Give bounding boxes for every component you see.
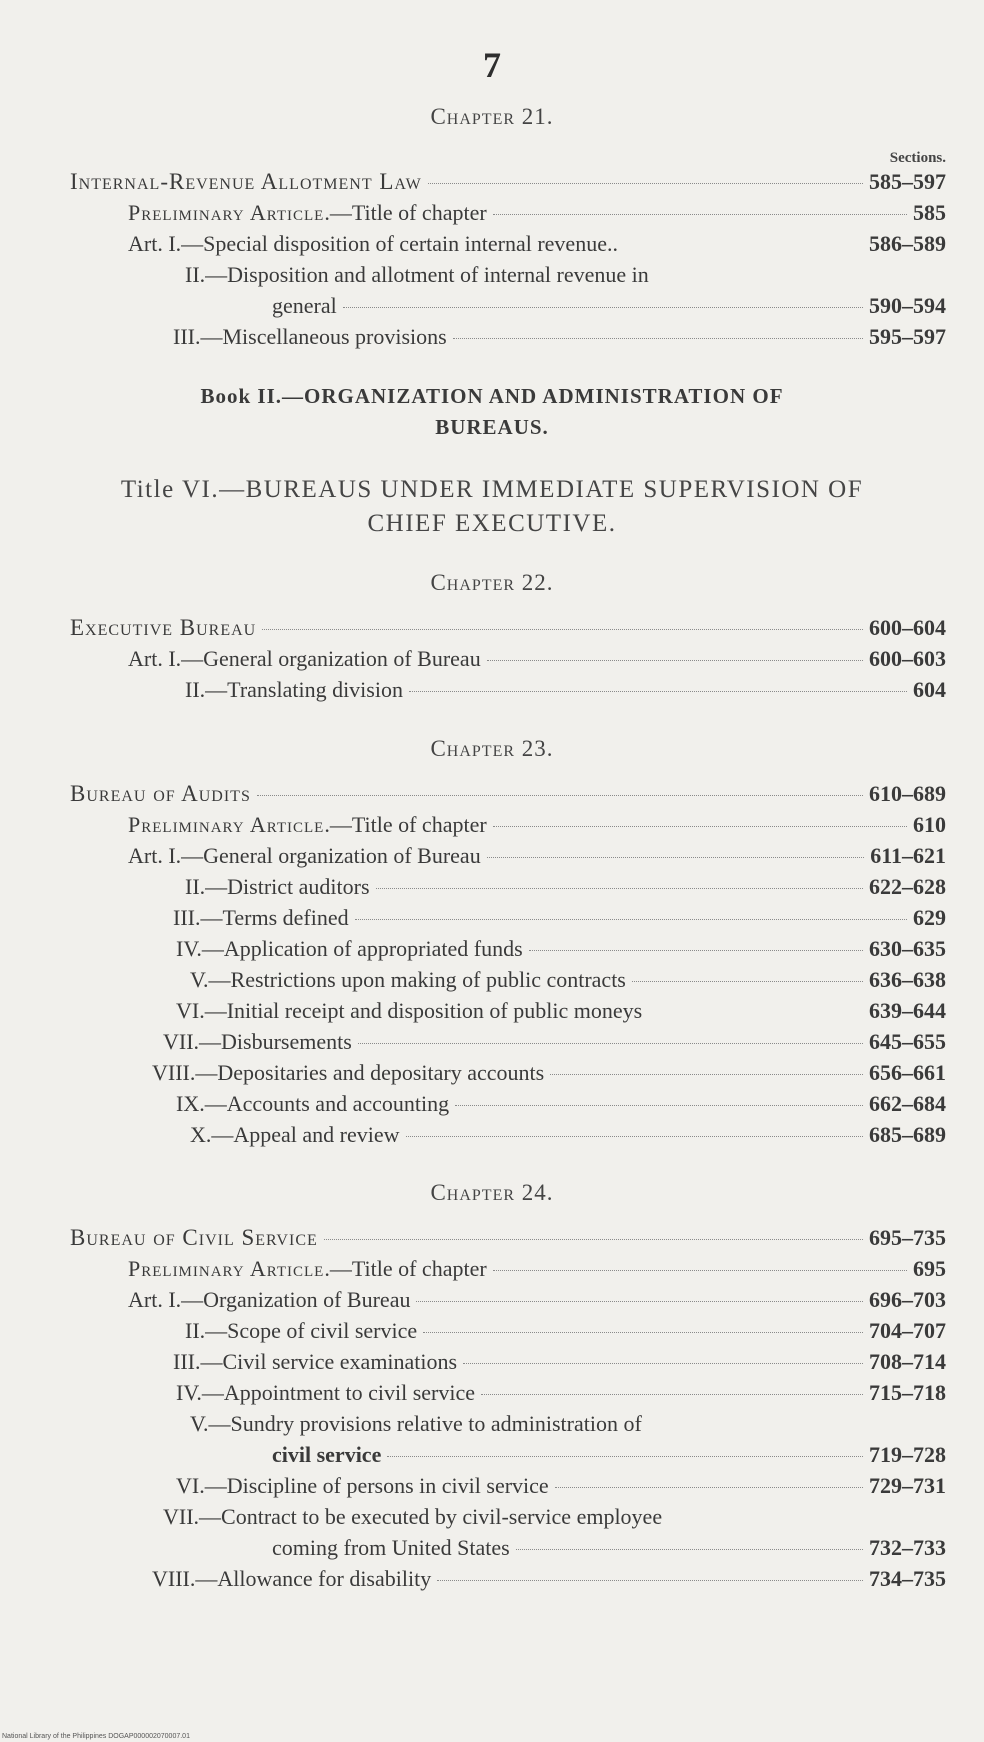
toc-entry-ch23-art-6: VI.—Initial receipt and disposition of public moneys 639–644 [176, 998, 946, 1023]
chapter-24-heading: Chapter 24. [430, 1180, 554, 1205]
chapter-22-heading: Chapter 22. [430, 570, 554, 595]
toc-entry-ch21-art-3: III.—Miscellaneous provisions 595–597 [173, 324, 946, 349]
toc-entry-ch23-art-9: IX.—Accounts and accounting 662–684 [176, 1091, 946, 1116]
toc-entry-ch24-art-8: VIII.—Allowance for disability 734–735 [152, 1566, 946, 1591]
toc-entry-ch24-art-5-line1: V.—Sundry provisions relative to administration of [190, 1411, 642, 1436]
toc-entry-ch24-art-5: civil service 719–728 [272, 1442, 946, 1467]
toc-entry-executive-bureau: Executive Bureau 600–604 [70, 615, 946, 640]
toc-entry-ch21-preliminary-article: Preliminary Article.—Title of chapter 585 [128, 200, 946, 225]
toc-entry-ch23-art-2: II.—District auditors 622–628 [185, 874, 946, 899]
toc-entry-ch24-art-7-line1: VII.—Contract to be executed by civil-service employee [163, 1504, 663, 1529]
toc-entry-ch22-art-2: II.—Translating division 604 [185, 677, 946, 702]
book-2-title: Book II.—ORGANIZATION AND ADMINISTRATION OF BUREAUS. [200, 384, 784, 439]
chapter-21-heading: Chapter 21. [430, 104, 554, 129]
toc-entry-ch23-art-1: Art. I.—General organization of Bureau 611–621 [128, 843, 946, 868]
toc-entry-ch23-art-8: VIII.—Depositaries and depositary accounts 656–661 [152, 1060, 946, 1085]
toc-entry-ch23-art-7: VII.—Disbursements 645–655 [163, 1029, 946, 1054]
toc-entry-ch23-art-5: V.—Restrictions upon making of public contracts 636–638 [190, 967, 946, 992]
toc-entry-ch24-preliminary-article: Preliminary Article.—Title of chapter 695 [128, 1256, 946, 1281]
toc-entry-ch24-art-2: II.—Scope of civil service 704–707 [185, 1318, 946, 1343]
toc-entry-ch24-art-6: VI.—Discipline of persons in civil service 729–731 [176, 1473, 946, 1498]
toc-entry-ch21-art-2: general 590–594 [272, 293, 946, 318]
toc-entry-ch24-art-3: III.—Civil service examinations 708–714 [173, 1349, 946, 1374]
archive-footer: National Library of the Philippines DOGAP000002070007.01 [2, 1733, 190, 1740]
toc-entry-ch22-art-1: Art. I.—General organization of Bureau 600–603 [128, 646, 946, 671]
toc-entry-ch23-art-10: X.—Appeal and review 685–689 [190, 1122, 946, 1147]
toc-entry-ch24-art-4: IV.—Appointment to civil service 715–718 [176, 1380, 946, 1405]
toc-entry-ch24-art-1: Art. I.—Organization of Bureau 696–703 [128, 1287, 946, 1312]
toc-entry-bureau-of-civil-service: Bureau of Civil Service 695–735 [70, 1225, 946, 1250]
toc-entry-ch23-art-4: IV.—Application of appropriated funds 630–635 [176, 936, 946, 961]
toc-entry-ch21-art-2-line1: II.—Disposition and allotment of internal revenue in [185, 262, 649, 287]
toc-entry-bureau-of-audits: Bureau of Audits 610–689 [70, 781, 946, 806]
toc-entry-ch23-preliminary-article: Preliminary Article.—Title of chapter 610 [128, 812, 946, 837]
toc-entry-internal-revenue-allotment-law: Internal-Revenue Allotment Law 585–597 [70, 169, 946, 194]
title-6-heading: Title VI.—BUREAUS UNDER IMMEDIATE SUPERVISION OF CHIEF EXECUTIVE. [120, 476, 864, 537]
sections-column-label: Sections. [889, 150, 946, 166]
toc-entry-ch23-art-3: III.—Terms defined 629 [173, 905, 946, 930]
toc-entry-ch24-art-7: coming from United States 732–733 [272, 1535, 946, 1560]
toc-entry-ch21-art-1: Art. I.—Special disposition of certain internal revenue.. 586–589 [128, 231, 946, 256]
chapter-23-heading: Chapter 23. [430, 736, 554, 761]
page-number: 7 [483, 45, 501, 85]
